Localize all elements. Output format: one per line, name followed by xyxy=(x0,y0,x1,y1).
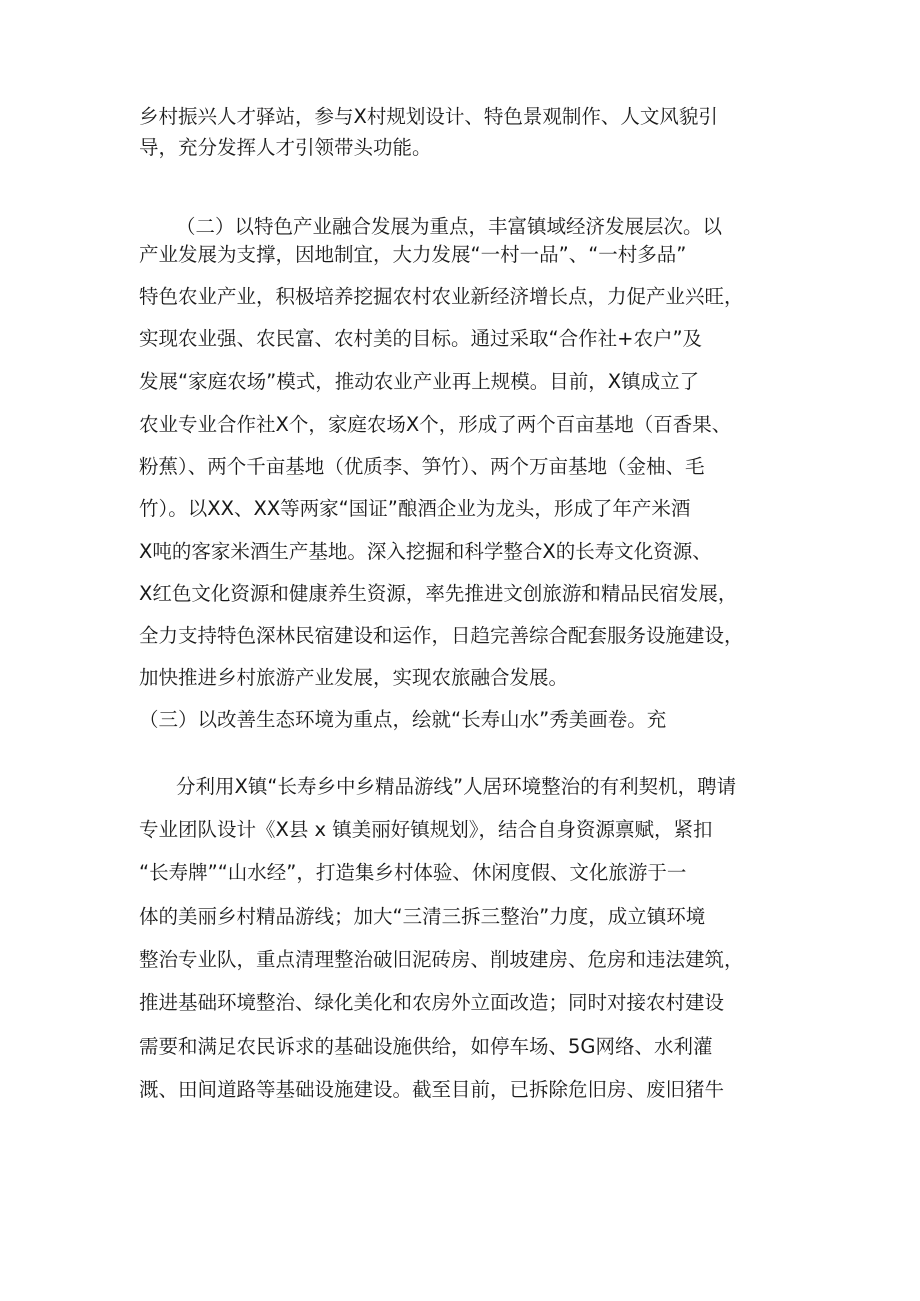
text-line: “长寿牌”“山水经”，打造集乡村体验、休闲度假、文化旅游于一 xyxy=(139,861,687,884)
text-line: （三）以改善生态环境为重点，绘就“长寿山水”秀美画卷。充 xyxy=(139,708,667,731)
text-line: 体的美丽乡村精品游线；加大“三清三拆三整治”力度，成立镇环境 xyxy=(139,905,706,928)
text-line: 全力支持特色深林民宿建设和运作，日趋完善综合配套服务设施建设， xyxy=(139,624,744,647)
text-line: 竹）。以XX、XX等两家“国证”酿酒企业为龙头，形成了年产米酒 xyxy=(139,497,691,520)
section-heading-line: 分利用X镇“长寿乡中乡精品游线”人居环境整治的有利契机，聘请 xyxy=(176,775,737,798)
text-line: 发展“家庭农场”模式，推动农业产业再上规模。目前，X镇成立了 xyxy=(139,370,700,393)
text-line: 产业发展为支撑，因地制宜，大力发展“一村一品”、“一村多品” xyxy=(139,243,687,266)
section-heading-line: （二）以特色产业融合发展为重点，丰富镇域经济发展层次。以 xyxy=(176,215,723,238)
text-line: 加快推进乡村旅游产业发展，实现农旅融合发展。 xyxy=(139,666,569,689)
text-line: 推进基础环境整治、绿化美化和农房外立面改造；同时对接农村建设 xyxy=(139,991,725,1014)
text-line: 特色农业产业，积极培养挖掘农村农业新经济增长点，力促产业兴旺， xyxy=(139,285,744,308)
text-line: 溉、田间道路等基础设施建设。截至目前，已拆除危旧房、废旧猪牛 xyxy=(139,1078,725,1101)
text-line: 粉蕉）、两个千亩基地（优质李、笋竹）、两个万亩基地（金柚、毛 xyxy=(139,455,705,478)
text-line: 乡村振兴人才驿站，参与X村规划设计、特色景观制作、人文风貌引 xyxy=(139,105,718,128)
text-line: 专业团队设计《X县 x 镇美丽好镇规划》，结合自身资源禀赋，紧扣 xyxy=(139,818,713,841)
text-line: X红色文化资源和健康养生资源，率先推进文创旅游和精品民宿发展， xyxy=(139,582,738,605)
text-line: 需要和满足农民诉求的基础设施供给，如停车场、5G网络、水利灌 xyxy=(139,1035,713,1058)
text-line: X吨的客家米酒生产基地。深入挖掘和科学整合X的长寿文化资源、 xyxy=(139,540,712,563)
text-line: 实现农业强、农民富、农村美的目标。通过采取“合作社+农户”及 xyxy=(139,327,703,350)
text-line: 整治专业队，重点清理整治破旧泥砖房、削坡建房、危房和违法建筑， xyxy=(139,948,744,971)
text-line: 农业专业合作社X个，家庭农场X个，形成了两个百亩基地（百香果、 xyxy=(139,413,732,436)
text-line: 导，充分发挥人才引领带头功能。 xyxy=(139,136,432,159)
